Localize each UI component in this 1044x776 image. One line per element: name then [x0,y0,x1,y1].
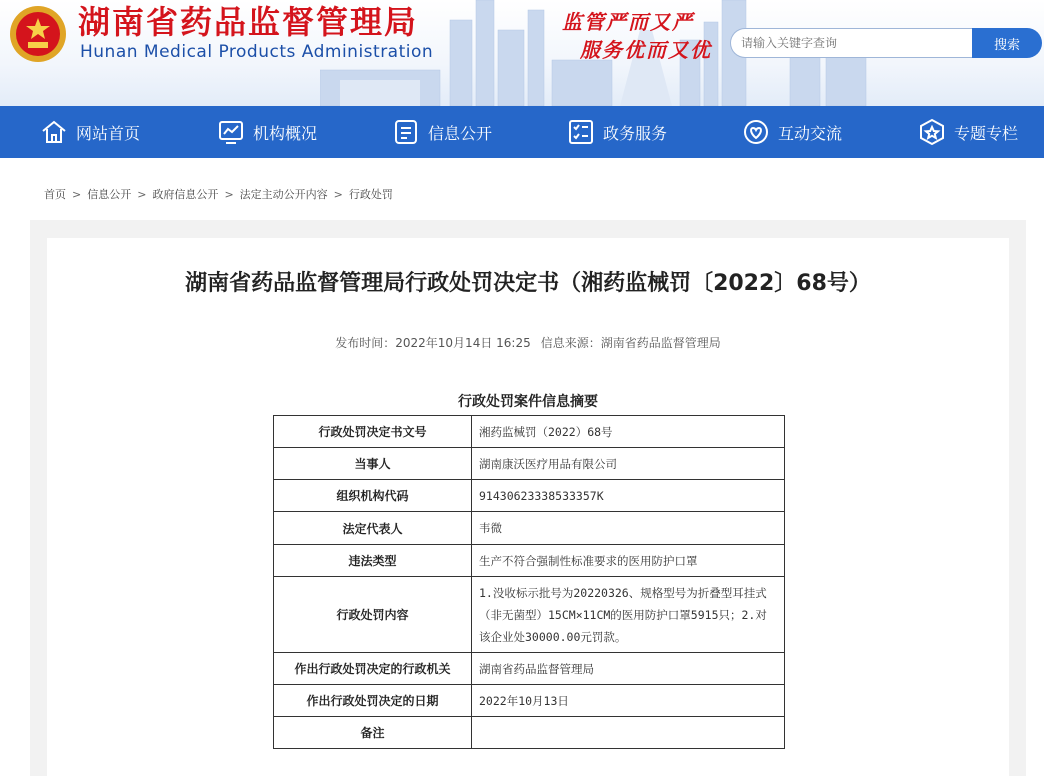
star-badge-icon [918,118,946,146]
slogan-line-2: 服务优而又优 [580,38,712,62]
national-emblem-icon [8,4,68,64]
breadcrumb-info-public[interactable]: 信息公开 [87,188,132,201]
row-value: 湖南省药品监督管理局 [472,653,785,685]
row-value: 1.没收标示批号为20220326、规格型号为折叠型耳挂式（非无菌型）15CM×11CM的医用防护口罩5915只；2.对该企业处30000.00元罚款。 [472,577,785,653]
row-key: 作出行政处罚决定的日期 [274,685,472,717]
search-button[interactable]: 搜索 [972,28,1042,58]
row-key: 法定代表人 [274,512,472,545]
breadcrumb-penalty[interactable]: 行政处罚 [348,188,393,201]
checklist-icon [567,118,595,146]
nav-item-topics[interactable] [918,106,1018,158]
row-value: 湘药监械罚（2022）68号 [472,416,785,448]
nav-label-home: 网站首页 [76,123,141,143]
nav-item-interaction[interactable] [742,106,842,158]
publish-time: 发布时间：2022年10月14日 16:25 [335,336,531,350]
search-input[interactable] [730,28,972,58]
table-row [274,577,785,653]
row-value [472,717,785,749]
article-meta [47,334,1009,351]
info-source: 信息来源：湖南省药品监督管理局 [540,336,721,350]
document-icon [392,118,420,146]
row-key: 违法类型 [274,545,472,577]
breadcrumb-separator: > [224,188,234,201]
breadcrumb-home[interactable]: 首页 [44,188,66,201]
table-row [274,653,785,685]
row-key: 当事人 [274,448,472,480]
site-header [0,0,1044,106]
penalty-info-table [273,415,785,749]
row-value: 韦微 [472,512,785,545]
home-icon [40,118,68,146]
nav-label-topics: 专题专栏 [954,123,1019,143]
site-subtitle: Hunan Medical Products Administration [80,42,434,62]
nav-item-about[interactable] [217,106,317,158]
site-title[interactable]: 湖南省药品监督管理局 [78,3,419,41]
heart-hand-icon [742,118,770,146]
nav-label-info: 信息公开 [428,123,493,143]
main-nav [0,106,1044,158]
breadcrumb [44,186,393,202]
row-key: 备注 [274,717,472,749]
chart-icon [217,118,245,146]
table-row [274,545,785,577]
summary-title: 行政处罚案件信息摘要 [458,394,598,410]
nav-label-about: 机构概况 [253,123,318,143]
table-row [274,480,785,512]
table-row [274,448,785,480]
slogan-line-1: 监管严而又严 [562,10,694,34]
row-value: 湖南康沃医疗用品有限公司 [472,448,785,480]
nav-label-service: 政务服务 [603,123,668,143]
table-row [274,717,785,749]
article-title: 湖南省药品监督管理局行政处罚决定书（湘药监械罚〔2022〕68号） [185,271,871,296]
row-value: 2022年10月13日 [472,685,785,717]
nav-item-info[interactable] [392,106,492,158]
table-row [274,512,785,545]
breadcrumb-gov-info[interactable]: 政府信息公开 [152,188,219,201]
nav-item-home[interactable] [40,106,140,158]
table-row [274,416,785,448]
breadcrumb-separator: > [333,188,343,201]
row-key: 作出行政处罚决定的行政机关 [274,653,472,685]
row-key: 行政处罚内容 [274,577,472,653]
row-key: 组织机构代码 [274,480,472,512]
row-value: 生产不符合强制性标准要求的医用防护口罩 [472,545,785,577]
row-key: 行政处罚决定书文号 [274,416,472,448]
nav-item-service[interactable] [567,106,667,158]
row-value: 91430623338533357K [472,480,785,512]
breadcrumb-separator: > [72,188,82,201]
nav-label-interaction: 互动交流 [778,123,843,143]
table-row [274,685,785,717]
breadcrumb-separator: > [137,188,147,201]
breadcrumb-statutory[interactable]: 法定主动公开内容 [239,188,328,201]
